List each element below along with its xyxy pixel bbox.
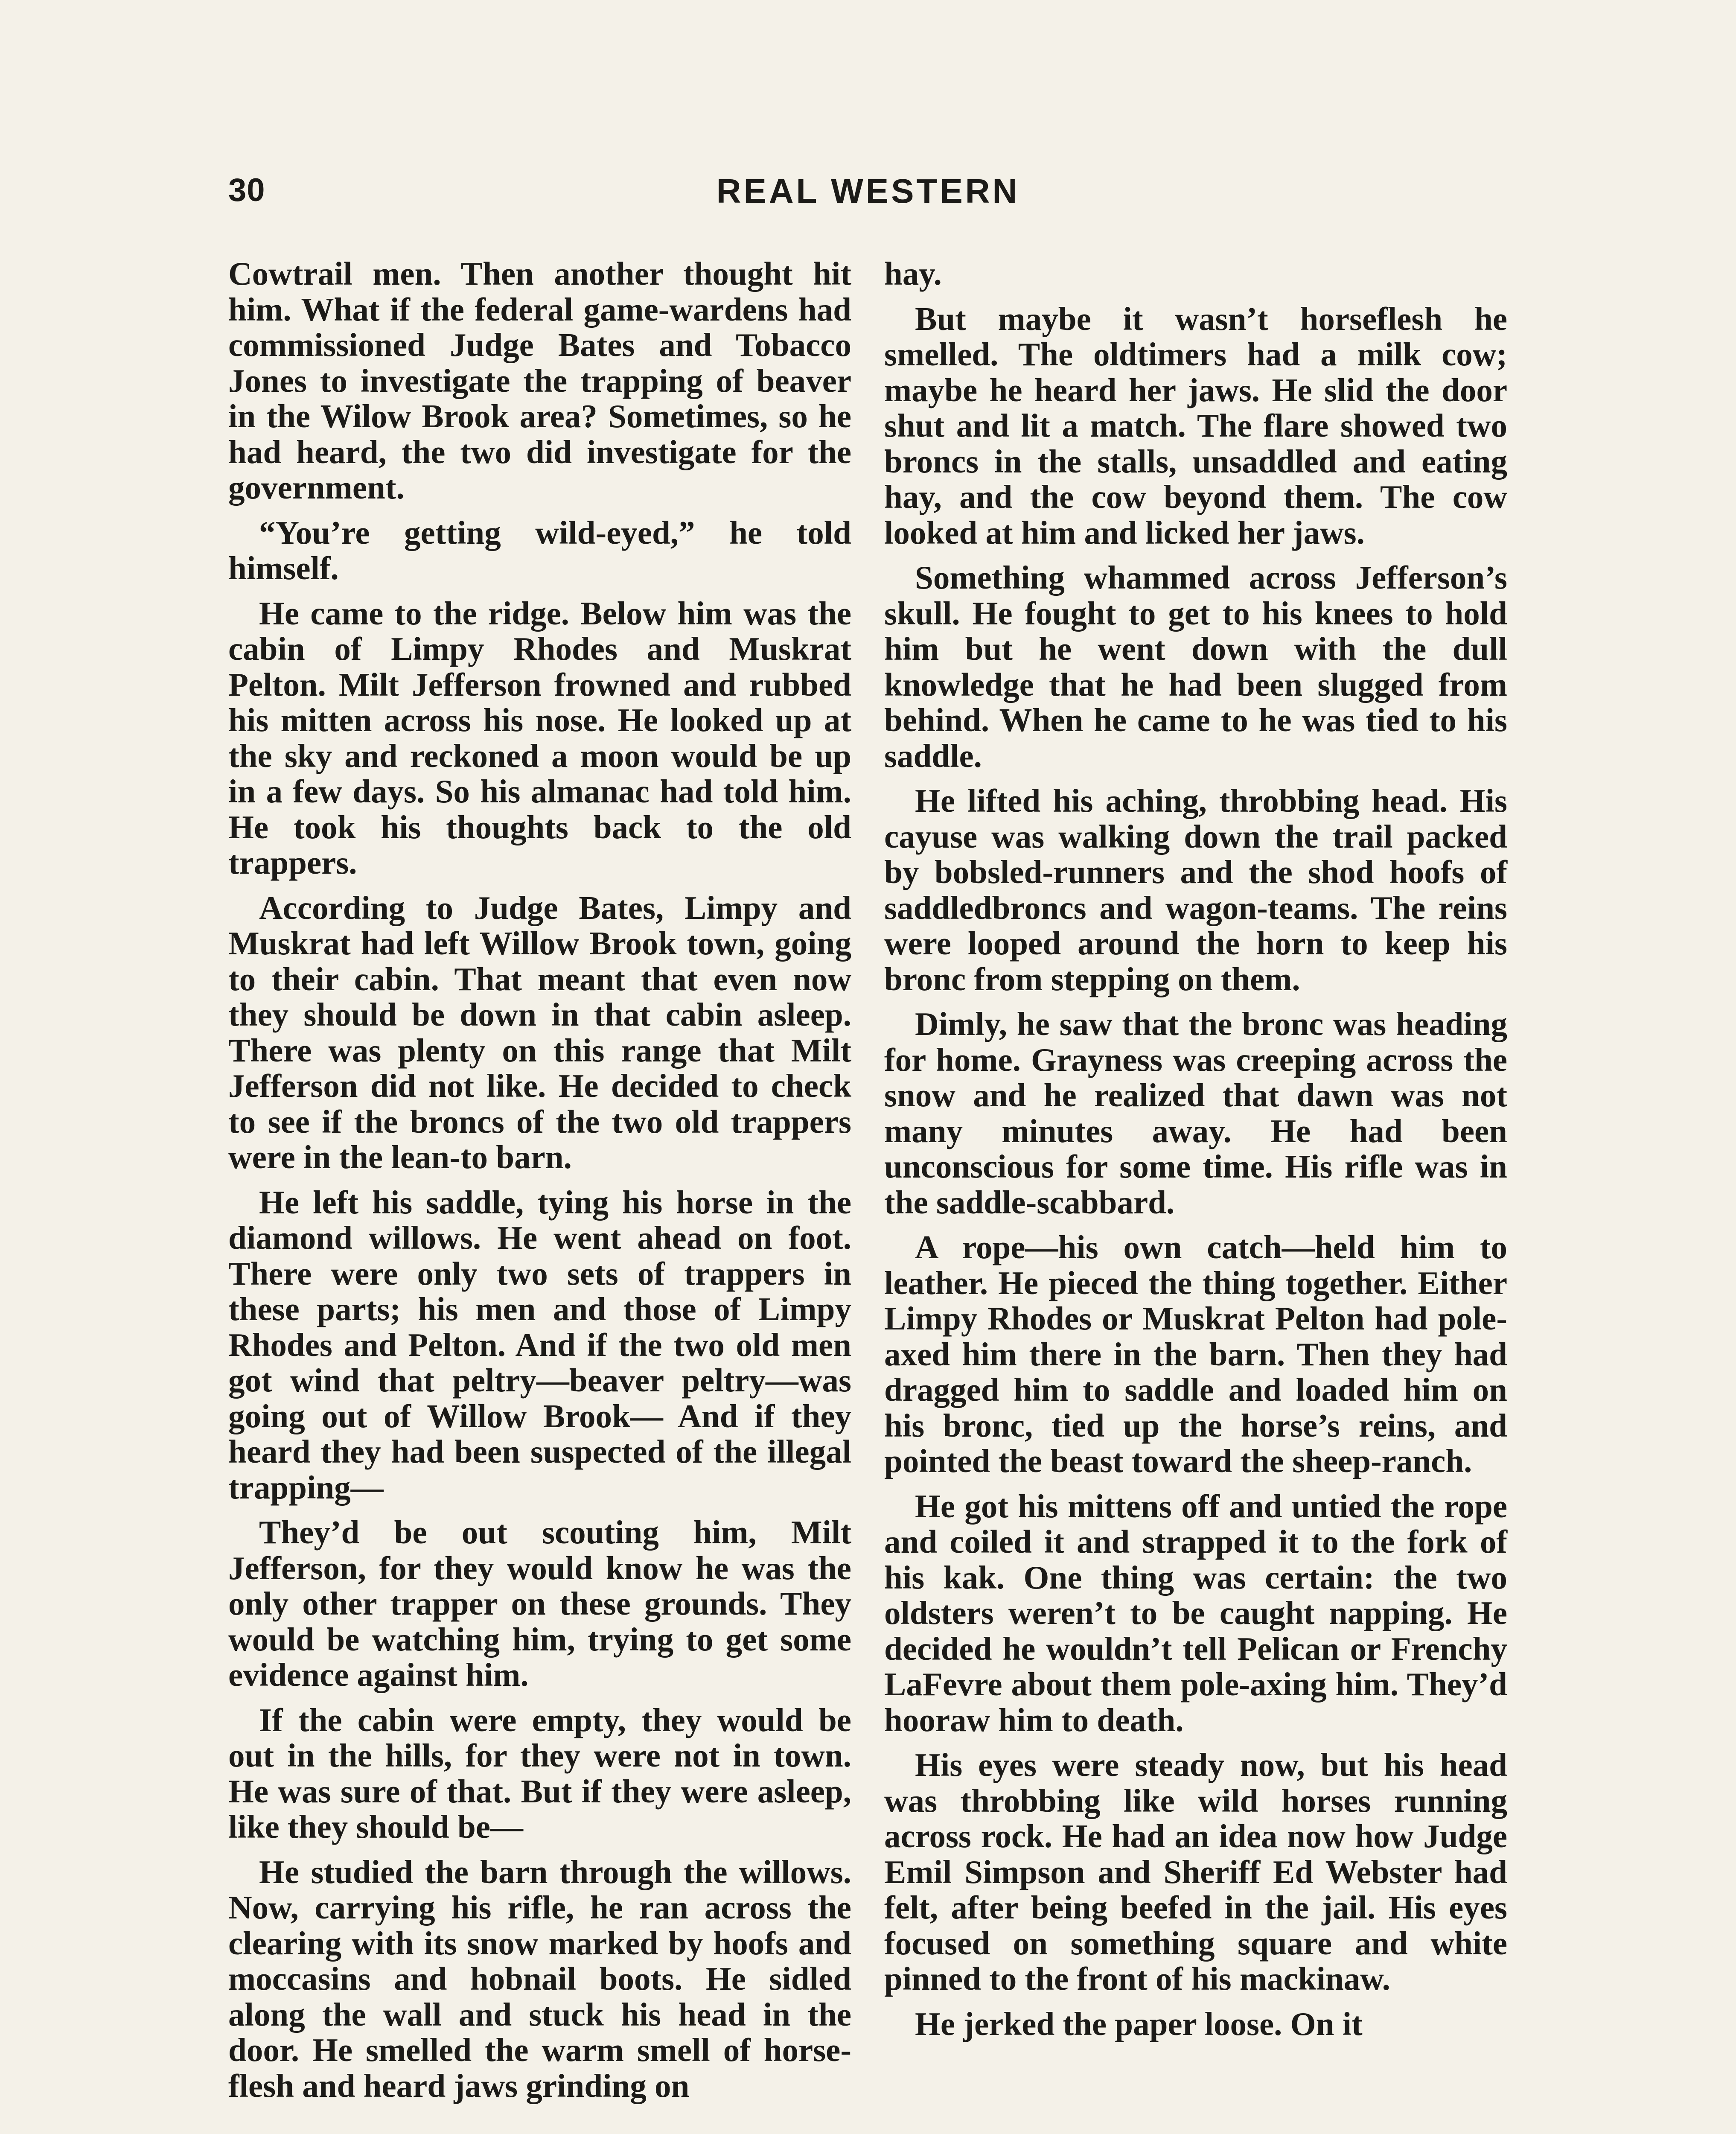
paragraph: Dimly, he saw that the bronc was heading for home. Grayness was creeping across the snow and he realized that dawn was not many minutes away. He had been unconscious for some time. His rifle was in the saddle-scabbard. (884, 1006, 1507, 1221)
paragraph: He studied the barn through the willows. Now, carrying his rifle, he ran across the clearing with its snow marked by hoofs and moccasins and hobnail boots. He sidled along the wall and stuck his head in the door. He smelled the warm smell of horse-flesh and heard jaws grinding on (228, 1853, 851, 2104)
paragraph: Cowtrail men. Then another thought hit him. What if the federal game-wardens had commissioned Judge Bates and Tobacco Jones to investigate the trapping of beaver in the Wilow Brook area? Sometimes, so he had heard, the two did investigate for the government. (228, 255, 851, 506)
paragraph: According to Judge Bates, Limpy and Muskrat had left Willow Brook town, going to their cabin. That meant that even now they should be down in that cabin asleep. There was plenty on this range that Milt Jefferson did not like. He decided to check to see if the broncs of the two old trappers were in the lean-to barn. (228, 889, 851, 1175)
paragraph: He left his saddle, tying his horse in the diamond willows. He went ahead on foot. There were only two sets of trappers in these parts; his men and those of Limpy Rhodes and Pelton. And if the two old men got wind that peltry—beaver peltry—was going out of Willow Brook— And if they heard they had been suspected of the illegal trapping— (228, 1184, 851, 1506)
paragraph: He came to the ridge. Below him was the cabin of Limpy Rhodes and Muskrat Pelton. Milt Jefferson frowned and rubbed his mitten across his nose. He looked up at the sky and reckoned a moon would be up in a few days. So his almanac had told him. He took his thoughts back to the old trappers. (228, 595, 851, 881)
paragraph: “You’re getting wild-eyed,” he told himself. (228, 514, 851, 586)
paragraph: He jerked the paper loose. On it (915, 2005, 1363, 2042)
paragraph: If the cabin were empty, they would be out in the hills, for they were not in town. He was sure of that. But if they were asleep, like they should be— (228, 1701, 851, 1845)
paragraph: They’d be out scouting him, Milt Jefferson, for they would know he was the only other trapper on these grounds. They would be watching him, trying to get some evidence against him. (228, 1514, 851, 1693)
paragraph: Something whammed across Jefferson’s skull. He fought to get to his knees to hold him but he went down with the dull knowledge that he had been slugged from behind. When he came to he was tied to his saddle. (884, 559, 1507, 774)
page-number: 30 (228, 172, 265, 208)
running-head-title: REAL WESTERN (716, 172, 1020, 210)
paragraph: He lifted his aching, throbbing head. His cayuse was walking down the trail packed by bobsled-runners and the shod hoofs of saddledbroncs and wagon-teams. The reins were looped around the horn to keep his bronc from stepping on them. (884, 782, 1507, 997)
paragraph: But maybe it wasn’t horseflesh he smelled. The oldtimers had a milk cow; maybe he heard her jaws. He slid the door shut and lit a match. The flare showed two broncs in the stalls, unsaddled and eating hay, and the cow beyond them. The cow looked at him and licked her jaws. (884, 300, 1507, 551)
left-text-column (228, 256, 851, 2113)
right-text-column (884, 256, 1507, 2051)
paragraph: His eyes were steady now, but his head was throbbing like wild horses running across rock. He had an idea now how Judge Emil Simpson and Sheriff Ed Webster had felt, after being beefed in the jail. His eyes focused on something square and white pinned to the front of his mackinaw. (884, 1746, 1507, 1997)
paragraph: A rope—his own catch—held him to leather. He pieced the thing together. Either Limpy Rhodes or Muskrat Pelton had pole-axed him there in the barn. Then they had dragged him to saddle and loaded him on his bronc, tied up the horse’s reins, and pointed the beast toward the sheep-ranch. (884, 1229, 1507, 1479)
paragraph: hay. (884, 255, 942, 292)
paragraph: He got his mittens off and untied the rope and coiled it and strapped it to the fork of his kak. One thing was certain: the two oldsters weren’t to be caught napping. He decided he wouldn’t tell Pelican or Frenchy LaFevre about them pole-axing him. They’d hooraw him to death. (884, 1487, 1507, 1738)
